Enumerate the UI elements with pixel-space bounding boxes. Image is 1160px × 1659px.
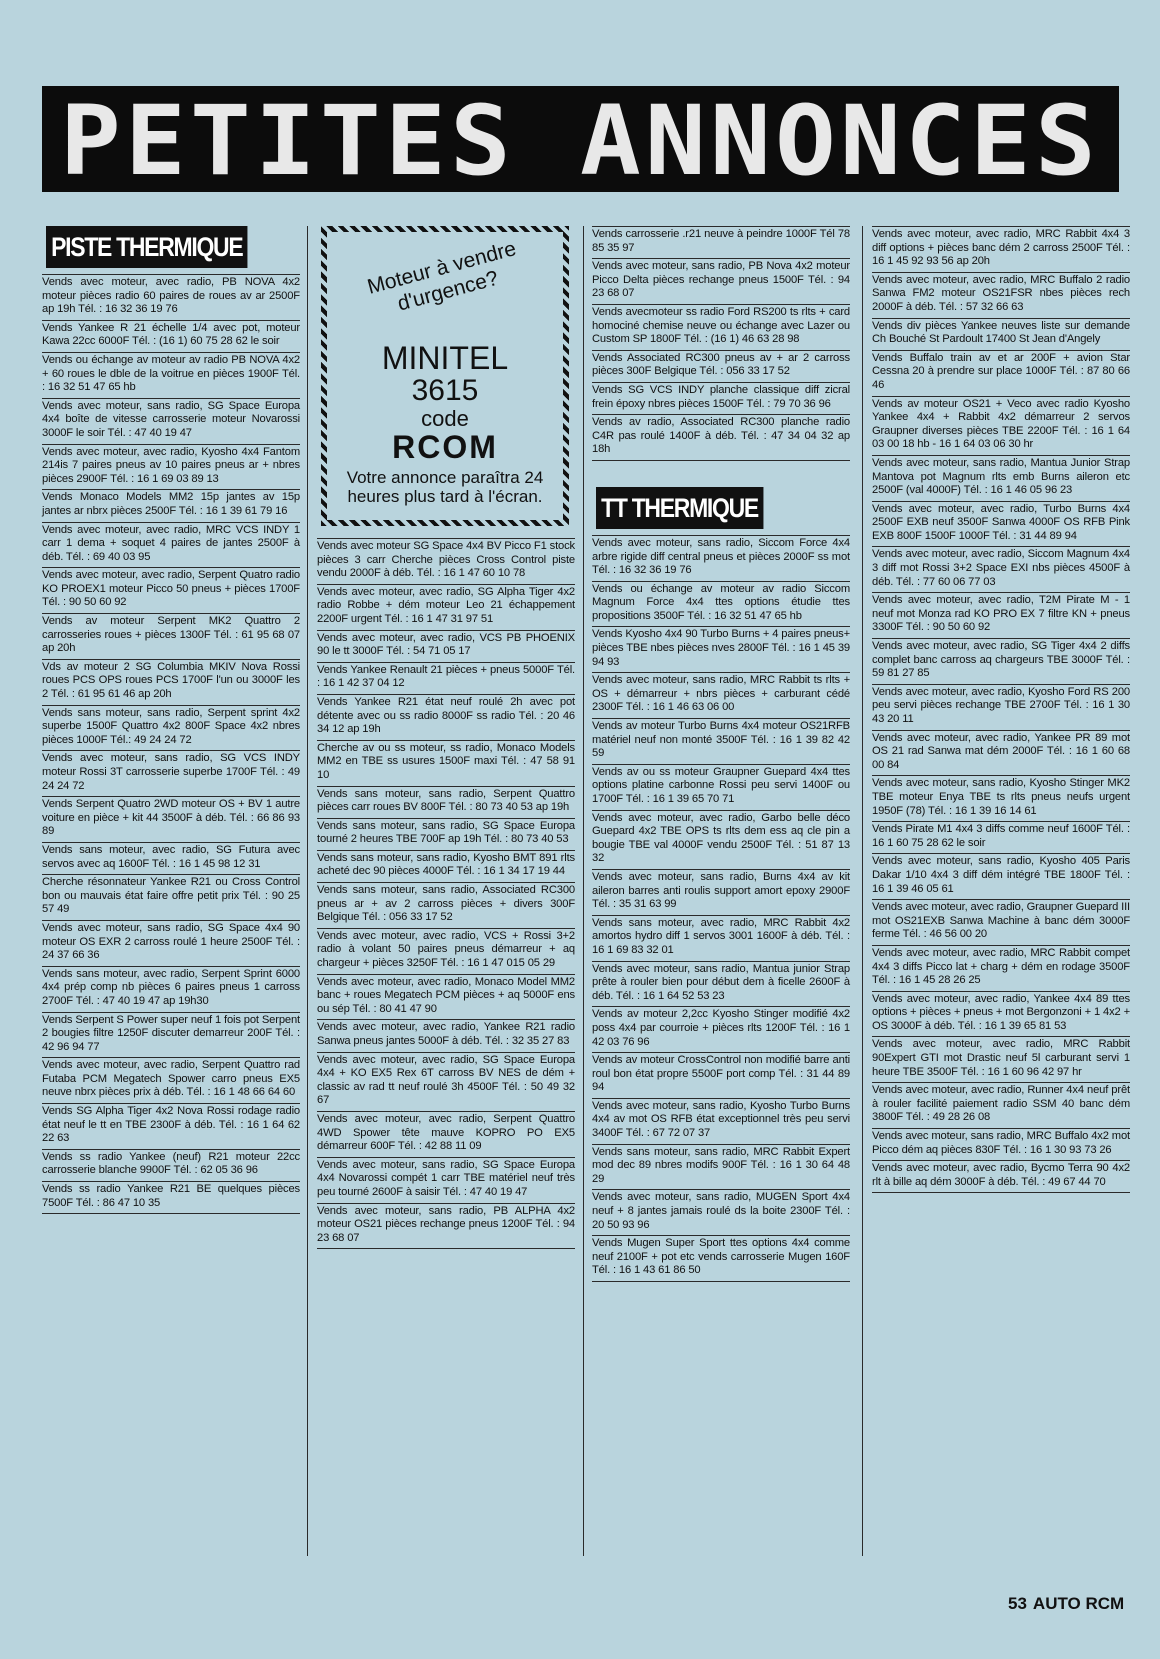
classified-ad: Vends avec moteur, sans radio, MRC Rabbit ts rlts + OS + démarreur + nbrs pièces + carburant cédé 2300F Tél. : 16 1 46 63 06 00	[592, 673, 850, 719]
classified-ad: Vends avec moteur, avec radio, MRC VCS INDY 1 carr 1 dema + soquet 4 paires de jantes 2500F à déb. Tél. : 69 40 03 95	[42, 523, 300, 569]
page-number: 53	[1008, 1594, 1027, 1613]
classified-ad: Vends avec moteur, sans radio, Mantua Junior Strap Mantova pot Magnum rlts emb Burns aileron etc 2500F (val 4000F) Tél. : 16 1 46 05 96 23	[872, 456, 1130, 502]
section-heading-tt-thermique: TT THERMIQUE	[596, 487, 763, 529]
classified-ad: Vends av moteur Turbo Burns 4x4 moteur OS21RFB matériel neuf non monté 3500F Tél. : 16 1 39 82 42 59	[592, 719, 850, 765]
classified-ad: Vends Yankee R 21 échelle 1/4 avec pot, moteur Kawa 22cc 6000F Tél. : (16 1) 60 75 28 62 le soir	[42, 321, 300, 353]
classified-ad: Vends avec moteur, avec radio, Serpent Quattro 4WD Spower tête mauve KOPRO PO EX5 démarreur 600F Tél. : 42 88 11 09	[317, 1112, 575, 1158]
classified-ad: Vends carrosserie .r21 neuve à peindre 1000F Tél 78 85 35 97	[592, 226, 850, 259]
classified-ad: Cherche av ou ss moteur, ss radio, Monaco Models MM2 en TBE ss usures 1500F maxi Tél. : 47 58 91 10	[317, 741, 575, 787]
column-4	[872, 226, 1130, 1193]
classified-ad: Vends avec moteur, avec radio, Kyosho 4x4 Fantom 214is 7 paires pneus av 10 paires pneus ar + nbres pièces 2900F Tél. : 16 1 69 03 89 13	[42, 445, 300, 491]
classified-ad: Vends avec moteur, avec radio, Monaco Model MM2 banc + roues Megatech PCM pièces + aq 5000F ens ou sép Tél. : 80 41 47 90	[317, 975, 575, 1021]
classified-ad: Vends avecmoteur ss radio Ford RS200 ts rlts + card homociné chemise neuve ou échange avec Lazer ou Custom SP 1800F Tél. : (16 1) 46 63 28 98	[592, 305, 850, 351]
classified-ad: Vends avec moteur, sans radio, PB Nova 4x2 moteur Picco Delta pièces rechange pneus 1500F Tél. : 94 23 68 07	[592, 259, 850, 305]
classified-ad: Vends Kyosho 4x4 90 Turbo Burns + 4 paires pneus+ pièces TBE nbes pièces nves 2800F Tél. : 16 1 45 39 94 93	[592, 627, 850, 673]
classified-ad: Vends av ou ss moteur Graupner Guepard 4x4 ttes options platine carbonne Rossi peu servi 1400F ou 1700F Tél. : 16 1 39 65 70 71	[592, 765, 850, 811]
ads-list-col4	[872, 226, 1130, 1193]
classified-ad: Vends sans moteur, avec radio, MRC Rabbit 4x2 amortos hydro diff 1 servos 3001 1600F à déb. Tél. : 16 1 69 83 32 01	[592, 916, 850, 962]
banner-title-text: PETITES ANNONCES	[60, 86, 1100, 192]
minitel-code: code	[421, 406, 469, 431]
classified-ad: Vends avec moteur, avec radio, Yankee R21 radio Sanwa pneus jantes 5000F à déb. Tél. : 32 35 27 83	[317, 1020, 575, 1052]
classified-ad: Vends avec moteur, sans radio, MUGEN Sport 4x4 neuf + 8 jantes jamais roulé ds la boite 2300F Tél. : 20 50 93 96	[592, 1190, 850, 1236]
classified-ad: Vends avec moteur, avec radio, Kyosho Ford RS 200 peu servi pièces rechange TBE 2700F Tél. : 16 1 30 43 20 11	[872, 685, 1130, 731]
classified-ad: Vends av moteur OS21 + Veco avec radio Kyosho Yankee 4x4 + Rabbit 4x2 démarreur 2 servos Graupner diverses pièces TBE 2200F Tél. : 16 1 64 03 00 18 hb - 16 1 64 03 06 30 hr	[872, 397, 1130, 456]
magazine-name: AUTO RCM	[1032, 1594, 1125, 1613]
classified-ad: Vends Buffalo train av et ar 200F + avion Star Cessna 20 à prendre sur place 1000F Tél. : 87 80 66 46	[872, 351, 1130, 397]
classified-ad: Vends Yankee Renault 21 pièces + pneus 5000F Tél. : 16 1 42 37 04 12	[317, 663, 575, 695]
page-banner	[42, 86, 1119, 192]
classified-ad: Vends ss radio Yankee (neuf) R21 moteur 22cc carrosserie blanche 9900F Tél. : 62 05 36 96	[42, 1150, 300, 1182]
classified-ad: Vds av moteur 2 SG Columbia MKIV Nova Rossi roues PCS OPS roues PCS 1700F l'un ou 3000F les 2 Tél. : 61 95 61 46 ap 20h	[42, 660, 300, 706]
classified-ad: Vends avec moteur, avec radio, Yankee PR 89 mot OS 21 rad Sanwa mat dém 2000F Tél. : 16 1 60 68 00 84	[872, 731, 1130, 777]
classified-ad: Vends avec moteur, avec radio, Turbo Burns 4x4 2500F EXB neuf 3500F Sanwa 4000F OS RFB Pink EXB 800F 1500F 1000F Tél. : 31 44 89 94	[872, 502, 1130, 548]
classified-ad: Vends sans moteur, avec radio, Serpent Sprint 6000 4x4 prép comp nb pièces 6 paires pneus 1 carross 2700F Tél. : 47 40 19 47 ap 19h30	[42, 967, 300, 1013]
classified-ad: Vends sans moteur, sans radio, Serpent sprint 4x2 superbe 1500F Quattro 4x2 800F Space 4x2 nbres pièces 1000F Tél.: 49 24 24 72	[42, 706, 300, 752]
classified-ad: Vends Pirate M1 4x4 3 diffs comme neuf 1600F Tél. : 16 1 60 75 28 62 le soir	[872, 822, 1130, 854]
classified-ad: Vends avec moteur, avec radio, Serpent Quattro rad Futaba PCM Megatech Spower carro pneus EX5 neuve nbrx pièces prix à déb. Tél. : 16 1 48 66 64 60	[42, 1058, 300, 1104]
classified-ad: Cherche résonnateur Yankee R21 ou Cross Control bon ou mauvais état faire offre petit prix Tél. : 90 25 57 49	[42, 875, 300, 921]
classified-ad: Vends avec moteur, sans radio, Siccom Force 4x4 arbre rigide diff central pneus et pièces 2000F ss mot Tél. : 16 32 36 19 76	[592, 535, 850, 582]
classified-ad: Vends av moteur 2,2cc Kyosho Stinger modifié 4x2 poss 4x4 par courroie + pièces rlts 1200F Tél. : 16 1 42 03 76 96	[592, 1007, 850, 1053]
classified-ad: Vends av moteur CrossControl non modifié barre anti roul bon état propre 5500F port comp Tél. : 31 44 89 94	[592, 1053, 850, 1099]
classified-ad: Vends avec moteur, avec radio, MRC Rabbit compet 4x4 3 diffs Picco lat + charg + dém en rodage 3500F Tél. : 16 1 45 28 26 25	[872, 946, 1130, 992]
classified-ad: Vends avec moteur SG Space 4x4 BV Picco F1 stock pièces 3 carr Cherche pièces Cross Control piste vendu 2000F à déb. Tél. : 16 1 47 60 10 78	[317, 538, 575, 585]
classified-ad: Vends avec moteur, avec radio, SG Space Europa 4x4 + KO EX5 Rex 6T carross BV NES de dém + classic av rad tt neuf roulé 3h 4500F Tél. : 50 49 32 67	[317, 1053, 575, 1112]
classified-ad: Vends avec moteur, sans radio, Mantua junior Strap prête à rouler bien pour début dem à ficelle 2600F à déb. Tél. : 16 1 64 52 53 23	[592, 962, 850, 1008]
column-divider	[583, 226, 584, 1556]
section-heading-piste-thermique: PISTE THERMIQUE	[46, 226, 247, 268]
classified-ad: Vends avec moteur, sans radio, SG Space Europa 4x4 boîte de vitesse carrosserie moteur Novarossi 3000F le soir Tél. : 47 40 19 47	[42, 399, 300, 445]
classified-ad: Vends avec moteur, avec radio, Bycmo Terra 90 4x2 rlt à bille aq dém 3000F à déb. Tél. : 49 67 44 70	[872, 1161, 1130, 1193]
classified-ad: Vends sans moteur, sans radio, Kyosho BMT 891 rlts acheté dec 90 pièces 4000F Tél. : 16 1 34 17 19 44	[317, 851, 575, 883]
classified-ad: Vends avec moteur, avec radio, PB NOVA 4x2 moteur pièces radio 60 paires de roues av ar 2500F ap 19h Tél. : 16 32 36 19 76	[42, 274, 300, 321]
column-divider	[862, 226, 863, 1556]
classified-ad: Vends avec moteur, avec radio, Yankee 4x4 89 ttes options + pièces + pneus + mot Bergonzoni + 1 4x2 + OS 3000F à déb. Tél. : 16 1 39 65 81 53	[872, 992, 1130, 1038]
classified-ad: Vends avec moteur, avec radio, Garbo belle déco Guepard 4x2 TBE OPS ts rlts dem ess aq cle pin a bougie TBE val 4000F vendu 2500F Tél. : 51 87 13 32	[592, 811, 850, 870]
classified-ad: Vends Associated RC300 pneus av + ar 2 carross pièces 300F Belgique Tél. : 056 33 17 52	[592, 351, 850, 383]
classified-ad: Vends avec moteur, sans radio, Kyosho 405 Paris Dakar 1/10 4x4 3 diff dém intégré TBE 1800F Tél. : 16 1 39 46 05 61	[872, 854, 1130, 900]
classified-ad: Vends avec moteur, sans radio, PB ALPHA 4x2 moteur OS21 pièces rechange pneus 1200F Tél. : 94 23 68 07	[317, 1204, 575, 1250]
classified-ad: Vends ou échange av moteur av radio PB NOVA 4x2 + 60 roues le dble de la voitrue en pièces 1900F Tél. : 16 32 51 47 65 hb	[42, 353, 300, 399]
classified-ad: Vends avec moteur, avec radio, MRC Rabbit 90Expert GTI mot Drastic neuf 5l carburant servi 1 heure TBE 3500F Tél. : 16 1 60 96 42 97 hr	[872, 1037, 1130, 1083]
classified-ad: Vends SG Alpha Tiger 4x2 Nova Rossi rodage radio état neuf le tt en TBE 2300F à déb. Tél. : 16 1 64 62 22 63	[42, 1104, 300, 1150]
classified-ad: Vends ss radio Yankee R21 BE quelques pièces 7500F Tél. : 86 47 10 35	[42, 1182, 300, 1214]
minitel-service: RCOM	[392, 429, 498, 465]
ads-list-col2	[317, 538, 575, 1249]
classified-ad: Vends avec moteur, sans radio, SG VCS INDY moteur Rossi 3T carrosserie superbe 1700F Tél. : 49 24 24 72	[42, 751, 300, 797]
classified-ad: Vends Mugen Super Sport ttes options 4x4 comme neuf 2100F + pot etc vends carrosserie Mugen 160F Tél. : 16 1 43 61 86 50	[592, 1236, 850, 1282]
classified-ad: Vends Yankee R21 état neuf roulé 2h avec pot détente avec ou ss radio 8000F ss radio Tél. : 20 46 34 12 ap 19h	[317, 695, 575, 741]
minitel-urgence: Moteur à vendre d'urgence?	[364, 237, 519, 316]
classified-ad: Vends sans moteur, sans radio, MRC Rabbit Expert mod dec 89 nbres modifs 900F Tél. : 16 1 30 64 48 29	[592, 1145, 850, 1191]
classified-ad: Vends Serpent Quatro 2WD moteur OS + BV 1 autre voiture en pièce + kit 44 3500F à déb. Tél. : 66 86 93 89	[42, 797, 300, 843]
classified-ad: Vends sans moteur, sans radio, Serpent Quattro pièces carr roues BV 800F Tél. : 80 73 40 53 ap 19h	[317, 787, 575, 819]
classified-ad: Vends avec moteur, avec radio, Graupner Guepard III mot OS21EXB Sanwa Machine à banc dém 3000F ferme Tél. : 46 56 00 20	[872, 900, 1130, 946]
classified-ad: Vends av moteur Serpent MK2 Quattro 2 carrosseries roues + pièces 1300F Tél. : 61 95 68 07 ap 20h	[42, 614, 300, 660]
minitel-number: 3615	[411, 374, 479, 407]
classified-ad: Vends avec moteur, avec radio, VCS PB PHOENIX 90 le tt 3000F Tél. : 54 71 05 17	[317, 631, 575, 663]
ads-list-col1	[42, 274, 300, 1214]
classified-ad: Vends avec moteur, sans radio, SG Space 4x4 90 moteur OS EXR 2 carross roulé 1 heure 2500F Tél. : 24 37 66 36	[42, 921, 300, 967]
classified-ad: Vends Monaco Models MM2 15p jantes av 15p jantes ar nbrx pièces 2500F Tél. : 16 1 39 61 79 16	[42, 490, 300, 522]
classified-ad: Vends avec moteur, avec radio, SG Alpha Tiger 4x2 radio Robbe + dém moteur Leo 21 échappement 2200F urgent Tél. : 16 1 47 31 97 51	[317, 585, 575, 631]
classified-ad: Vends avec moteur, avec radio, SG Tiger 4x4 2 diffs complet banc carross aq chargeurs TBE 3000F Tél. : 59 81 27 85	[872, 639, 1130, 685]
column-1	[42, 226, 300, 1214]
classified-ad: Vends div pièces Yankee neuves liste sur demande Ch Bouché St Pardoult 17400 St Jean d'Angely	[872, 319, 1130, 351]
classified-ad: Vends avec moteur, sans radio, Burns 4x4 av kit aileron barres anti roulis support amort epoxy 2900F Tél. : 35 31 63 99	[592, 870, 850, 916]
classified-ad: Vends avec moteur, avec radio, MRC Buffalo 2 radio Sanwa FM2 moteur OS21FSR nbes pièces rech 2000F à déb. Tél. : 57 32 66 63	[872, 273, 1130, 319]
ads-list-col3b	[592, 535, 850, 1282]
classified-ad: Vends avec moteur, sans radio, Kyosho Turbo Burns 4x4 av mot OS RFB état exceptionnel très peu servi 3400F Tél. : 67 72 07 37	[592, 1099, 850, 1145]
ads-list-col3a	[592, 226, 850, 461]
classified-ad: Vends ou échange av moteur av radio Siccom Magnum Force 4x4 ttes options étudie ttes propositions 3500F Tél. : 16 32 51 47 65 hb	[592, 582, 850, 628]
column-3	[592, 226, 850, 1282]
classified-ad: Vends avec moteur, avec radio, VCS + Rossi 3+2 radio à volant 50 paires pneus démarreur + aq chargeur + pièces 3250F Tél. : 16 1 47 015 05 29	[317, 929, 575, 975]
column-2	[317, 226, 575, 1249]
minitel-text: Votre annonce paraîtra 24 heures plus tard à l'écran.	[346, 468, 544, 506]
column-divider	[307, 226, 308, 1556]
classified-ad: Vends avec moteur, avec radio, MRC Rabbit 4x4 3 diff options + pièces banc dém 2 carross 2500F Tél. : 16 1 45 92 93 56 ap 20h	[872, 226, 1130, 273]
page-footer	[1002, 1594, 1124, 1614]
classified-ad: Vends sans moteur, sans radio, Associated RC300 pneus ar + av 2 carross pièces + divers 300F Belgique Tél. : 056 33 17 52	[317, 883, 575, 929]
classified-ad: Vends avec moteur, avec radio, Siccom Magnum 4x4 3 diff mot Rossi 3+2 Space EXI nbs pièces 4500F à déb. Tél. : 77 60 06 77 03	[872, 547, 1130, 593]
banner-title	[42, 86, 1119, 192]
classified-ad: Vends avec moteur, avec radio, Serpent Quatro radio KO PROEX1 moteur Picco 50 pneus + pièces 1700F Tél. : 90 50 60 92	[42, 568, 300, 614]
minitel-title: MINITEL	[381, 340, 509, 376]
classified-ad: Vends sans moteur, avec radio, SG Futura avec servos avec aq 1600F Tél. : 16 1 45 98 12 31	[42, 843, 300, 875]
classified-ad: Vends avec moteur, avec radio, Runner 4x4 neuf prêt à rouler facilité paiement radio SSM 40 banc dém 3800F Tél. : 49 28 26 08	[872, 1083, 1130, 1129]
classified-ad: Vends av radio, Associated RC300 planche radio C4R pas roulé 1400F à déb. Tél. : 47 34 04 32 ap 18h	[592, 415, 850, 461]
classified-ad: Vends Serpent S Power super neuf 1 fois pot Serpent 2 bougies filtre 1250F discuter demarreur 200F Tél. : 42 96 94 77	[42, 1013, 300, 1059]
classified-ad: Vends avec moteur, sans radio, Kyosho Stinger MK2 TBE moteur Enya TBE ts rlts pneus neufs urgent 1950F (78) Tél. : 16 1 39 16 14 61	[872, 776, 1130, 822]
classified-ad: Vends avec moteur, sans radio, MRC Buffalo 4x2 mot Picco dém aq pièces 830F Tél. : 16 1 30 93 73 26	[872, 1129, 1130, 1161]
classified-ad: Vends SG VCS INDY planche classique diff zicral frein époxy nbres pièces 1500F Tél. : 79 70 36 96	[592, 383, 850, 415]
classified-ad: Vends avec moteur, avec radio, T2M Pirate M - 1 neuf mot Monza rad KO PRO EX 7 filtre KN + pneus 3300F Tél. : 90 50 60 92	[872, 593, 1130, 639]
minitel-box	[321, 226, 569, 526]
classified-ad: Vends avec moteur, sans radio, SG Space Europa 4x4 Novarossi compét 1 carr TBE matériel neuf très peu tourné 2600F à saisir Tél. : 47 40 19 47	[317, 1158, 575, 1204]
classified-ad: Vends sans moteur, sans radio, SG Space Europa tourné 2 heures TBE 700F ap 19h Tél. : 80 73 40 53	[317, 819, 575, 851]
